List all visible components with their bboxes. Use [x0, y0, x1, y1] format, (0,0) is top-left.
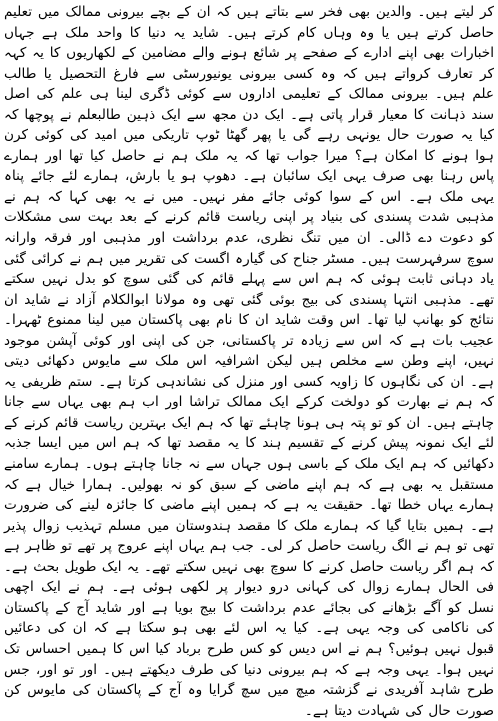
article-paragraph: کر لیتے ہیں۔ والدین بھی فخر سے بتاتے ہیں کہ ان کے بچے بیرونی ممالک میں تعلیم حاصل کرتے ہیں یا وہ وہاں کام کرتے ہیں۔ شاید یہ دنیا کا واحد ملک ہے جہاں اخبارات بھی اپنے ادارے کے صفحے پر شائع ہونے والے مضامین کے لکھاریوں کا یہ کہہ کر تعارف کرواتے ہیں کہ وہ کسی بیرونی یونیورسٹی سے فارغ التحصیل یا طالب علم ہیں۔ بیرونی ممالک کے تعلیمی اداروں سے کوئی ڈگری لینا ہی علم کی اصل سند ذہانت کا معیار قرار پاتی ہے۔ ایک دن مجھ سے ایک ذہین طالبعلم نے پوچھا کہ کیا یہ صورت حال یونہی رہے گی یا پھر گھٹا ٹوپ تاریکی میں امید کی کوئی کرن ہوا ہونے کا امکان ہے؟ میرا جواب تھا کہ یہ ملک ہم نے حاصل کیا تھا اور ہمارے پاس رہنا بھی صرف یہی ایک سائبان ہے۔ دھوپ ہو یا بارش، ہمارے لئے جائے پناہ یہی ملک ہے۔ اس کے سوا کوئی جائے مفر نہیں۔ میں نے یہ بھی کہا کہ ہم نے مذہبی شدت پسندی کی بنیاد پر اپنی ریاست قائم کرنے کے بعد بہت سی مشکلات کو دعوت دے ڈالی۔ ان میں تنگ نظری، عدم برداشت اور مذہبی اور فرقہ وارانہ سوچ سرفہرست ہیں۔ مسٹر جناح کی گیارہ اگست کی تقریر میں ہم نے کرائی گئی یاد دہانی ثابت ہوئی کہ ہم اس سے پہلے قائم کی گئی سوچ کو بدل نہیں سکتے تھے۔ مذہبی انتہا پسندی کی بیج بوئی گئی تھی وہ مولانا ابوالکلام آزاد نے شاید ان نتائج کو بھانپ لیا تھا۔ اس وقت شاید ان کا نام بھی پاکستان میں لینا ممنوع ٹھہرا۔ عجیب بات ہے کہ اس سے زیادہ تر پاکستانی، جن کی اپنی اور کوئی آپشن موجود نہیں، اپنے وطن سے مخلص ہیں لیکن اشرافیہ اس ملک سے مایوس دکھائی دیتی ہے۔ ان کی نگاہوں کا زاویہ کسی اور منزل کی نشاندہی کرتا ہے۔ ستم ظریفی یہ کہ ہم نے بھارت کو دولخت کرکے ایک ممالک تراشا اور اب ہم بھی یہاں سے جانا چاہتے ہیں۔ ان کو تو پتہ ہی ہونا چاہئے تھا کہ ہم ایک بہترین ریاست قائم کرنے کے لئے ایک نمونہ پیش کرنے کے تقسیم ہند کا یہ مقصد تھا کہ ہم اس میں ایسا جذبہ دکھائیں کہ ہم ایک ملک کے باسی ہوں جہاں سے نہ جانا چاہتے ہوں۔ ہمارے سامنے مستقبل یہ بھی ہے کہ ہم اپنے ماضی کے سبق کو نہ بھولیں۔ ہمارا خیال ہے کہ ہمارے یہاں خطا تھا۔ حقیقت یہ ہے کہ ہمیں اپنے ماضی کا جائزہ لینے کی ضرورت ہے۔ ہمیں بتایا گیا کہ ہمارے ملک کا مقصد ہندوستان میں مسلم تہذیب زوال پذیر تھی تو ہم نے الگ ریاست حاصل کر لی۔ جب ہم یہاں اپنے عروج پر تھے تو ظاہر ہے کہ ہم اگر ریاست حاصل کرنے کا سوچ بھی نہیں سکتے تھے۔ یہ ایک طویل بحث ہے۔ فی الحال ہمارے زوال کی کہانی درو دیوار پر لکھی ہوئی ہے۔ ہم نے ایک اچھی نسل کو آگے بڑھانے کی بجائے عدم برداشت کا بیج بویا ہے اور شاید آج کے پاکستان کی ناکامی کی وجہ یہی ہے۔ کیا یہ اس لئے بھی ہو سکتا ہے کہ ان کی دعائیں قبول نہیں ہوئیں؟ ہم نے اس دیس کو کس طرح برباد کیا اس کا ہمیں احساس تک نہیں ہوا۔ یہی وجہ ہے کہ ہم بیرونی دنیا کی طرف دیکھتے ہیں۔ اور تو اور، جس طرح شاہد آفریدی نے گزشتہ میچ میں سچ گرایا وہ آج کے پاکستان کی مایوس کن صورت حال کی شہادت دیتا ہے۔ [4, 4, 494, 719]
